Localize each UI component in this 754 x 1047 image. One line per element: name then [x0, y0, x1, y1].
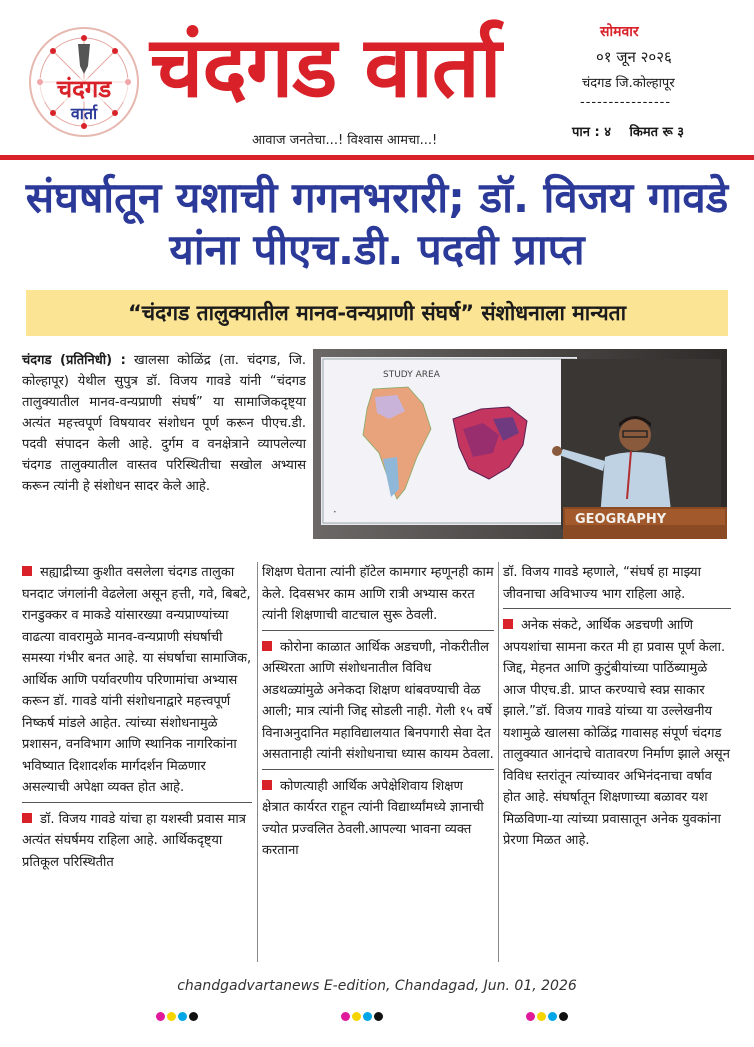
masthead: [0, 0, 754, 168]
issue-meta: [560, 22, 745, 140]
registration-dots: [526, 1012, 568, 1021]
paragraph: [262, 637, 494, 766]
paragraph: [503, 562, 731, 605]
dateline: चंदगड (प्रतिनिधी) :: [22, 353, 126, 368]
paragraph: [22, 562, 252, 799]
column-2: [262, 562, 494, 862]
divider: [503, 608, 731, 609]
paragraph-text: डॉ. विजय गावडे यांचा हा यशस्वी प्रवास मात्र अत्यंत संघर्षमय राहिला आहे. आर्थिकदृष्ट्या प्रतिकूल परिस्थितीत: [22, 811, 246, 870]
newspaper-logo: [28, 26, 140, 138]
lead-paragraph: [22, 350, 306, 497]
page-number: पान : ४: [572, 125, 611, 140]
logo-text-line2: वार्ता: [70, 104, 98, 123]
tagline: आवाज जनतेचा...! विश्वास आमचा...!: [252, 133, 438, 148]
paragraph: [503, 615, 731, 852]
lead-text: खालसा कोळिंद्र (ता. चंदगड, जि. कोल्हापूर) येथील सुपुत्र डॉ. विजय गावडे यांनी “चंदगड तालुक्यातील मानव-वन्यप्राणी संघर्ष” या सामाजिकदृष्ट्या अत्यंत महत्त्वपूर्ण विषयावर संशोधन पूर्ण करून पीएच.डी. पदवी संपादन केली आहे. दुर्गम व वनक्षेत्राने व्यापलेल्या चंदगड तालुक्यातील वास्तव परिस्थितीचा सखोल अभ्यास करून त्यांनी हे संशोधन सादर केले आहे.: [22, 353, 306, 494]
column-rule: [498, 562, 499, 962]
bullet-icon: [503, 619, 513, 629]
subheadline: “चंदगड तालुक्यातील मानव-वन्यप्राणी संघर्ष” संशोधनाला मान्यता: [26, 290, 728, 336]
column-rule: [257, 562, 258, 962]
bullet-icon: [262, 780, 272, 790]
divider: [262, 630, 494, 631]
paragraph-text: सह्याद्रीच्या कुशीत वसलेला चंदगड तालुका घनदाट जंगलांनी वेढलेला असून हत्ती, गवे, बिबटे, रानडुक्कर व माकडे यांसारख्या वन्यप्राण्यांच्या वाढत्या वावरामुळे मानव-वन्यप्राणी संघर्षाची समस्या गंभीर बनत आहे. या संघर्षाचा सामाजिक, आर्थिक आणि पर्यावरणीय परिणामांचा अभ्यास करून डॉ. गावडे यांनी संशोधनाद्वारे महत्त्वपूर्ण निष्कर्ष मांडले आहेत. त्यांच्या संशोधनामुळे प्रशासन, वनविभाग आणि स्थानिक नागरिकांना भविष्यात दिशादर्शक मार्गदर्शन मिळणार असल्याची अपेक्षा व्यक्त होत आहे.: [22, 565, 252, 795]
registration-dots: [156, 1012, 198, 1021]
column-3: [503, 562, 731, 852]
paragraph-text: कोणत्याही आर्थिक अपेक्षेशिवाय शिक्षण क्षेत्रात कार्यरत राहून त्यांनी विद्यार्थ्यांमध्ये ज्ञानाची ज्योत प्रज्वलित ठेवली.आपल्या भावना व्यक्त करताना: [262, 778, 484, 858]
paragraph-text: शिक्षण घेताना त्यांनी हॉटेल कामगार म्हणूनही काम केले. दिवसभर काम आणि रात्री अभ्यास करत त्यांनी शिक्षणाची वाटचाल सुरू ठेवली.: [262, 565, 494, 623]
headline: संघर्षातून यशाची गगनभरारी; डॉ. विजय गावडे यांना पीएच.डी. पदवी प्राप्त: [25, 173, 729, 274]
article-photo: [313, 349, 727, 539]
paragraph-text: डॉ. विजय गावडे म्हणाले, “संघर्ष हा माझ्या जीवनाचा अविभाज्य भाग राहिला आहे.: [503, 565, 701, 602]
podium-label: GEOGRAPHY: [575, 512, 667, 527]
bullet-icon: [22, 813, 32, 823]
divider: [262, 769, 494, 770]
svg-text:•: •: [333, 509, 337, 516]
edition-footer: chandgadvartanews E-edition, Chandagad, Jun. 01, 2026: [177, 978, 577, 994]
paragraph-text: अनेक संकटे, आर्थिक अडचणी आणि अपयशांचा सामना करत मी हा प्रवास पूर्ण केला. जिद्द, मेहनत आणि कुटुंबीयांच्या पाठिंब्यामुळे आज पीएच.डी. प्राप्त करण्याचे स्वप्न साकार झाले.”डॉ. विजय गावडे यांच्या या उल्लेखनीय यशामुळे खालसा कोळिंद्र गावासह संपूर्ण चंदगड तालुक्यात आनंदाचे वातावरण निर्माण झाले असून विविध स्तरांतून त्यांच्यावर अभिनंदनाचा वर्षाव होत आहे. संघर्षातून शिक्षणाच्या बळावर यश मिळविणा-या त्यांच्या प्रवासातून अनेक युवकांना प्रेरणा मिळत आहे.: [503, 618, 730, 848]
newspaper-title: चंदगड वार्ता: [150, 18, 501, 116]
bullet-icon: [262, 641, 272, 651]
masthead-rule: [0, 155, 754, 160]
registration-dots: [341, 1012, 383, 1021]
paragraph-text: कोरोना काळात आर्थिक अडचणी, नोकरीतील अस्थिरता आणि संशोधनातील विविध अडथळ्यांमुळे अनेकदा शिक्षण थांबवण्याची वेळ आली; मात्र त्यांनी जिद्द सोडली नाही. गेली १५ वर्षे विनाअनुदानित महाविद्यालयात बिनपगारी सेवा देत असतानाही त्यांनी संशोधनाचा ध्यास कायम ठेवला.: [262, 639, 494, 762]
slide-title: STUDY AREA: [383, 370, 440, 380]
page-price-bar: [572, 122, 745, 140]
paragraph: [262, 562, 494, 627]
bullet-icon: [22, 566, 32, 576]
issue-date: ०१ जून २०२६: [596, 48, 672, 66]
paragraph: [22, 809, 252, 874]
divider: [22, 802, 252, 803]
paragraph: [262, 776, 494, 862]
logo-text-line1: चंदगड: [56, 75, 112, 103]
price: किमत रू ३: [629, 125, 684, 140]
column-1: [22, 562, 252, 873]
issue-day: सोमवार: [600, 24, 639, 40]
issue-place: चंदगड जि.कोल्हापूर: [582, 76, 675, 91]
meta-divider: ----------------: [580, 95, 672, 110]
